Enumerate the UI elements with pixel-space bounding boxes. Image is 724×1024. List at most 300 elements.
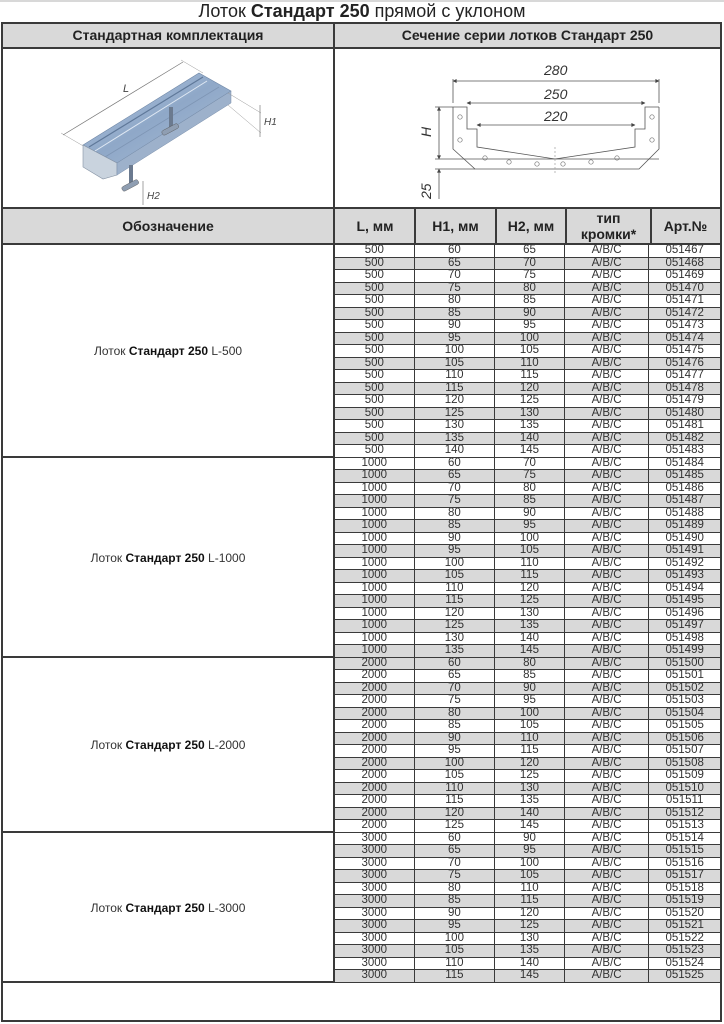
table-row xyxy=(333,920,720,933)
cell-h1: 120 xyxy=(415,395,496,407)
cell-article: 051479 xyxy=(665,395,704,406)
cell-length: 500 xyxy=(335,308,415,320)
cell-h2: 80 xyxy=(495,658,565,670)
cell-edge-type: A/B/C xyxy=(565,245,650,257)
cell-article: 051509 xyxy=(665,770,704,781)
cell-article: 051505 xyxy=(665,720,704,731)
cell-h1: 70 xyxy=(415,483,496,495)
drawings-row xyxy=(3,49,720,209)
cell-h2: 105 xyxy=(495,720,565,732)
cell-h2: 100 xyxy=(495,858,565,870)
cell-h2: 125 xyxy=(495,920,565,932)
cell-edge-type: A/B/C xyxy=(565,270,650,282)
cell-length: 1000 xyxy=(335,483,415,495)
cell-article: 051498 xyxy=(665,632,704,644)
cell-edge-type: A/B/C xyxy=(565,295,650,307)
table-row xyxy=(333,770,720,783)
divider xyxy=(414,209,416,245)
table-row xyxy=(333,958,720,971)
cell-article: 051523 xyxy=(665,945,704,956)
cell-length: 2000 xyxy=(335,808,415,820)
cell-edge-type: A/B/C xyxy=(565,670,650,682)
cell-h1: 65 xyxy=(415,670,496,682)
table-row xyxy=(333,820,720,833)
cell-h1: 70 xyxy=(415,858,496,870)
cell-article: 051495 xyxy=(665,595,704,606)
group-label xyxy=(3,901,333,915)
cell-article: 051519 xyxy=(665,895,704,906)
cell-edge-type: A/B/C xyxy=(565,370,650,382)
cell-edge-type: A/B/C xyxy=(565,695,650,707)
cell-length: 1000 xyxy=(335,633,415,645)
cell-length: 3000 xyxy=(335,870,415,882)
product-group-1000 xyxy=(3,458,333,658)
cell-h1: 95 xyxy=(415,333,496,345)
cell-length: 500 xyxy=(335,320,415,332)
cell-h2: 65 xyxy=(495,245,565,257)
cell-article: 051502 xyxy=(665,682,704,694)
table-row xyxy=(333,633,720,646)
table-row xyxy=(333,458,720,471)
cell-length: 2000 xyxy=(335,770,415,782)
cell-h1: 130 xyxy=(415,420,496,432)
divider xyxy=(565,209,567,245)
cell-article: 051489 xyxy=(665,520,704,531)
cell-length: 3000 xyxy=(335,945,415,957)
cell-length: 1000 xyxy=(335,583,415,595)
cell-h1: 115 xyxy=(415,795,496,807)
group-label xyxy=(3,738,333,752)
cell-edge-type: A/B/C xyxy=(565,645,650,657)
cell-edge-type: A/B/C xyxy=(565,520,650,532)
cell-length: 3000 xyxy=(335,845,415,857)
cell-article: 051485 xyxy=(665,470,704,481)
cell-h2: 125 xyxy=(495,395,565,407)
cell-length: 500 xyxy=(335,445,415,457)
cell-length: 2000 xyxy=(335,683,415,695)
cell-edge-type: A/B/C xyxy=(565,908,650,920)
table-row xyxy=(333,658,720,671)
svg-text:H2: H2 xyxy=(147,191,160,202)
cell-length: 1000 xyxy=(335,533,415,545)
cell-length: 2000 xyxy=(335,670,415,682)
table-row xyxy=(333,345,720,358)
cell-length: 500 xyxy=(335,333,415,345)
cell-h1: 110 xyxy=(415,370,496,382)
cell-article: 051492 xyxy=(665,557,704,569)
cell-article: 051496 xyxy=(665,607,704,619)
product-group-2000 xyxy=(3,658,333,833)
cell-h2: 70 xyxy=(495,258,565,270)
cell-h1: 75 xyxy=(415,870,496,882)
table-row xyxy=(333,783,720,796)
cell-article: 051517 xyxy=(665,870,704,881)
cell-h1: 125 xyxy=(415,408,496,420)
cell-h2: 145 xyxy=(495,445,565,457)
cell-edge-type: A/B/C xyxy=(565,883,650,895)
cell-h1: 60 xyxy=(415,658,496,670)
cell-h1: 100 xyxy=(415,558,496,570)
table-row xyxy=(333,258,720,271)
divider xyxy=(650,209,652,245)
table-row xyxy=(333,533,720,546)
cell-h1: 85 xyxy=(415,308,496,320)
cell-h2: 105 xyxy=(495,345,565,357)
cell-length: 1000 xyxy=(335,608,415,620)
svg-text:H1: H1 xyxy=(264,117,277,128)
cell-length: 500 xyxy=(335,258,415,270)
cell-article: 051484 xyxy=(665,457,704,469)
table-row xyxy=(333,933,720,946)
cell-h1: 75 xyxy=(415,695,496,707)
product-group-500 xyxy=(3,245,333,458)
cell-h2: 115 xyxy=(495,895,565,907)
cell-h1: 65 xyxy=(415,470,496,482)
cell-h1: 105 xyxy=(415,770,496,782)
cell-article: 051525 xyxy=(665,970,704,981)
cell-h2: 115 xyxy=(495,370,565,382)
table-row xyxy=(333,970,720,983)
cell-article: 051513 xyxy=(665,820,704,831)
cell-h2: 90 xyxy=(495,308,565,320)
cell-length: 1000 xyxy=(335,470,415,482)
cell-length: 2000 xyxy=(335,695,415,707)
cell-h2: 110 xyxy=(495,558,565,570)
table-row xyxy=(333,420,720,433)
table-row xyxy=(333,758,720,771)
cell-h2: 145 xyxy=(495,820,565,832)
svg-text:25: 25 xyxy=(418,183,434,199)
cell-h2: 80 xyxy=(495,283,565,295)
cell-article: 051468 xyxy=(665,257,704,269)
cell-h2: 145 xyxy=(495,645,565,657)
cell-article: 051490 xyxy=(665,532,704,544)
cell-article: 051506 xyxy=(665,732,704,744)
cell-edge-type: A/B/C xyxy=(565,595,650,607)
cell-edge-type: A/B/C xyxy=(565,795,650,807)
header-standard-kit: Стандартная комплектация xyxy=(72,27,264,43)
cell-edge-type: A/B/C xyxy=(565,445,650,457)
cell-h1: 125 xyxy=(415,620,496,632)
table-row xyxy=(333,483,720,496)
cell-article: 051469 xyxy=(665,270,704,281)
cell-article: 051516 xyxy=(665,857,704,869)
cell-edge-type: A/B/C xyxy=(565,633,650,645)
svg-text:L: L xyxy=(123,83,130,95)
cell-length: 500 xyxy=(335,358,415,370)
cell-length: 3000 xyxy=(335,858,415,870)
cell-length: 500 xyxy=(335,295,415,307)
table-row xyxy=(333,870,720,883)
cell-h1: 100 xyxy=(415,758,496,770)
cell-edge-type: A/B/C xyxy=(565,483,650,495)
cell-edge-type: A/B/C xyxy=(565,570,650,582)
cell-length: 500 xyxy=(335,395,415,407)
cell-length: 1000 xyxy=(335,458,415,470)
cell-article: 051520 xyxy=(665,907,704,919)
cell-edge-type: A/B/C xyxy=(565,558,650,570)
table-row xyxy=(333,283,720,296)
cell-edge-type: A/B/C xyxy=(565,945,650,957)
cell-h1: 115 xyxy=(415,970,496,982)
cell-edge-type: A/B/C xyxy=(565,733,650,745)
cell-edge-type: A/B/C xyxy=(565,308,650,320)
cell-h1: 85 xyxy=(415,720,496,732)
table-row xyxy=(333,733,720,746)
table-row xyxy=(333,620,720,633)
table-row xyxy=(333,495,720,508)
cell-article: 051474 xyxy=(665,332,704,344)
cell-edge-type: A/B/C xyxy=(565,933,650,945)
cell-h2: 95 xyxy=(495,695,565,707)
table-row xyxy=(333,358,720,371)
cell-h2: 140 xyxy=(495,433,565,445)
table-row xyxy=(333,945,720,958)
column-header-row xyxy=(3,209,720,245)
table-row xyxy=(333,320,720,333)
cell-article: 051486 xyxy=(665,482,704,494)
cell-h2: 105 xyxy=(495,870,565,882)
cell-h2: 80 xyxy=(495,483,565,495)
col-designation: Обозначение xyxy=(122,218,214,234)
cell-h2: 135 xyxy=(495,420,565,432)
cell-length: 2000 xyxy=(335,745,415,757)
cell-h2: 120 xyxy=(495,583,565,595)
cell-h2: 85 xyxy=(495,670,565,682)
cell-h2: 95 xyxy=(495,520,565,532)
cell-h1: 80 xyxy=(415,508,496,520)
cell-article: 051483 xyxy=(665,445,704,456)
group-label-suffix: L-1000 xyxy=(204,550,246,565)
cell-h2: 70 xyxy=(495,458,565,470)
cell-edge-type: A/B/C xyxy=(565,470,650,482)
table-row xyxy=(333,808,720,821)
cell-edge-type: A/B/C xyxy=(565,808,650,820)
svg-text:250: 250 xyxy=(544,86,568,102)
cell-h1: 85 xyxy=(415,895,496,907)
cell-article: 051467 xyxy=(665,245,704,256)
title-prefix: Лоток xyxy=(198,1,251,21)
cell-length: 3000 xyxy=(335,908,415,920)
cell-length: 2000 xyxy=(335,820,415,832)
cell-edge-type: A/B/C xyxy=(565,683,650,695)
cell-h2: 105 xyxy=(495,545,565,557)
section-header-row xyxy=(3,24,720,49)
cell-article: 051493 xyxy=(665,570,704,581)
cell-article: 051521 xyxy=(665,920,704,931)
cell-h1: 60 xyxy=(415,458,496,470)
cell-article: 051503 xyxy=(665,695,704,706)
cell-length: 500 xyxy=(335,370,415,382)
cell-edge-type: A/B/C xyxy=(565,708,650,720)
cell-article: 051488 xyxy=(665,507,704,519)
table-row xyxy=(333,545,720,558)
cell-h2: 90 xyxy=(495,508,565,520)
table-row xyxy=(333,595,720,608)
table-row xyxy=(333,683,720,696)
table-row xyxy=(333,270,720,283)
table-row xyxy=(333,583,720,596)
cell-length: 3000 xyxy=(335,895,415,907)
cell-edge-type: A/B/C xyxy=(565,845,650,857)
cell-h2: 120 xyxy=(495,383,565,395)
cell-edge-type: A/B/C xyxy=(565,583,650,595)
cell-h1: 105 xyxy=(415,570,496,582)
cell-length: 1000 xyxy=(335,520,415,532)
cell-h1: 60 xyxy=(415,245,496,257)
cell-h1: 120 xyxy=(415,808,496,820)
group-label-prefix: Лоток xyxy=(90,900,126,915)
cell-article: 051473 xyxy=(665,320,704,331)
col-article: Арт.№ xyxy=(663,218,708,234)
cell-article: 051475 xyxy=(665,345,704,356)
cell-length: 500 xyxy=(335,270,415,282)
col-h1: H1, мм xyxy=(432,218,479,234)
svg-text:220: 220 xyxy=(544,108,568,124)
table-row xyxy=(333,895,720,908)
cell-length: 2000 xyxy=(335,758,415,770)
cell-h2: 130 xyxy=(495,408,565,420)
cell-edge-type: A/B/C xyxy=(565,533,650,545)
cell-article: 051508 xyxy=(665,757,704,769)
cell-h1: 95 xyxy=(415,545,496,557)
table-row xyxy=(333,370,720,383)
table-row xyxy=(333,445,720,458)
cell-h2: 125 xyxy=(495,770,565,782)
cell-h1: 90 xyxy=(415,533,496,545)
cell-length: 2000 xyxy=(335,658,415,670)
cell-h1: 90 xyxy=(415,320,496,332)
group-label-bold: Стандарт 250 xyxy=(128,344,209,359)
cell-length: 500 xyxy=(335,245,415,257)
cell-h2: 110 xyxy=(495,358,565,370)
product-group-3000 xyxy=(3,833,333,983)
cell-h1: 125 xyxy=(415,820,496,832)
cell-article: 051522 xyxy=(665,932,704,944)
cell-h1: 95 xyxy=(415,920,496,932)
cell-article: 051481 xyxy=(665,420,704,431)
table-row xyxy=(333,520,720,533)
table-body xyxy=(3,245,720,1020)
cell-h2: 120 xyxy=(495,908,565,920)
cell-length: 2000 xyxy=(335,795,415,807)
table-row xyxy=(333,333,720,346)
cell-h1: 130 xyxy=(415,633,496,645)
table-row xyxy=(333,383,720,396)
table-row xyxy=(333,395,720,408)
cell-length: 3000 xyxy=(335,920,415,932)
table-row xyxy=(333,795,720,808)
cell-edge-type: A/B/C xyxy=(565,258,650,270)
cell-length: 2000 xyxy=(335,720,415,732)
cell-h1: 120 xyxy=(415,608,496,620)
cell-length: 1000 xyxy=(335,620,415,632)
table-row xyxy=(333,695,720,708)
cell-edge-type: A/B/C xyxy=(565,495,650,507)
cell-h2: 95 xyxy=(495,320,565,332)
cell-h2: 130 xyxy=(495,933,565,945)
cell-edge-type: A/B/C xyxy=(565,395,650,407)
cell-h1: 115 xyxy=(415,595,496,607)
svg-text:H: H xyxy=(418,126,434,137)
cell-h1: 105 xyxy=(415,358,496,370)
cell-article: 051514 xyxy=(665,832,704,844)
group-label xyxy=(3,551,333,565)
table-row xyxy=(333,408,720,421)
cell-h1: 70 xyxy=(415,270,496,282)
table-row xyxy=(333,833,720,846)
table-row xyxy=(333,708,720,721)
table-row xyxy=(333,845,720,858)
cell-length: 1000 xyxy=(335,570,415,582)
title-suffix: прямой с уклоном xyxy=(369,1,526,21)
cell-edge-type: A/B/C xyxy=(565,895,650,907)
cell-h2: 135 xyxy=(495,620,565,632)
cell-edge-type: A/B/C xyxy=(565,333,650,345)
cell-h1: 70 xyxy=(415,683,496,695)
table-row xyxy=(333,558,720,571)
cell-h1: 90 xyxy=(415,908,496,920)
cell-h2: 95 xyxy=(495,845,565,857)
cell-length: 500 xyxy=(335,420,415,432)
group-label-suffix: L-3000 xyxy=(204,900,246,915)
cell-article: 051497 xyxy=(665,620,704,631)
cell-article: 051504 xyxy=(665,707,704,719)
cell-h2: 90 xyxy=(495,833,565,845)
cell-edge-type: A/B/C xyxy=(565,758,650,770)
table-row xyxy=(333,245,720,258)
table-row xyxy=(333,308,720,321)
cell-h2: 90 xyxy=(495,683,565,695)
cell-h1: 105 xyxy=(415,945,496,957)
channel-isometric-drawing xyxy=(43,57,303,205)
cell-edge-type: A/B/C xyxy=(565,958,650,970)
cell-h2: 125 xyxy=(495,595,565,607)
cell-edge-type: A/B/C xyxy=(565,820,650,832)
cell-edge-type: A/B/C xyxy=(565,358,650,370)
cell-edge-type: A/B/C xyxy=(565,783,650,795)
cell-edge-type: A/B/C xyxy=(565,608,650,620)
cell-h1: 100 xyxy=(415,345,496,357)
col-length: L, мм xyxy=(356,218,394,234)
cell-h2: 115 xyxy=(495,745,565,757)
cell-h1: 140 xyxy=(415,445,496,457)
cell-h2: 130 xyxy=(495,783,565,795)
cell-h1: 75 xyxy=(415,283,496,295)
cell-article: 051500 xyxy=(665,657,704,669)
cell-length: 500 xyxy=(335,383,415,395)
table-row xyxy=(333,433,720,446)
divider xyxy=(495,209,497,245)
cell-edge-type: A/B/C xyxy=(565,658,650,670)
cell-edge-type: A/B/C xyxy=(565,745,650,757)
cell-length: 3000 xyxy=(335,883,415,895)
cell-article: 051487 xyxy=(665,495,704,506)
cell-h1: 110 xyxy=(415,783,496,795)
cell-article: 051501 xyxy=(665,670,704,681)
cell-h1: 80 xyxy=(415,295,496,307)
cell-edge-type: A/B/C xyxy=(565,383,650,395)
cell-article: 051476 xyxy=(665,357,704,369)
col-edge-type: тип кромки* xyxy=(580,210,637,242)
cell-h2: 145 xyxy=(495,970,565,982)
svg-text:280: 280 xyxy=(544,62,568,78)
cell-article: 051512 xyxy=(665,807,704,819)
cell-h1: 75 xyxy=(415,495,496,507)
cell-length: 1000 xyxy=(335,595,415,607)
cell-h2: 115 xyxy=(495,570,565,582)
cell-edge-type: A/B/C xyxy=(565,720,650,732)
